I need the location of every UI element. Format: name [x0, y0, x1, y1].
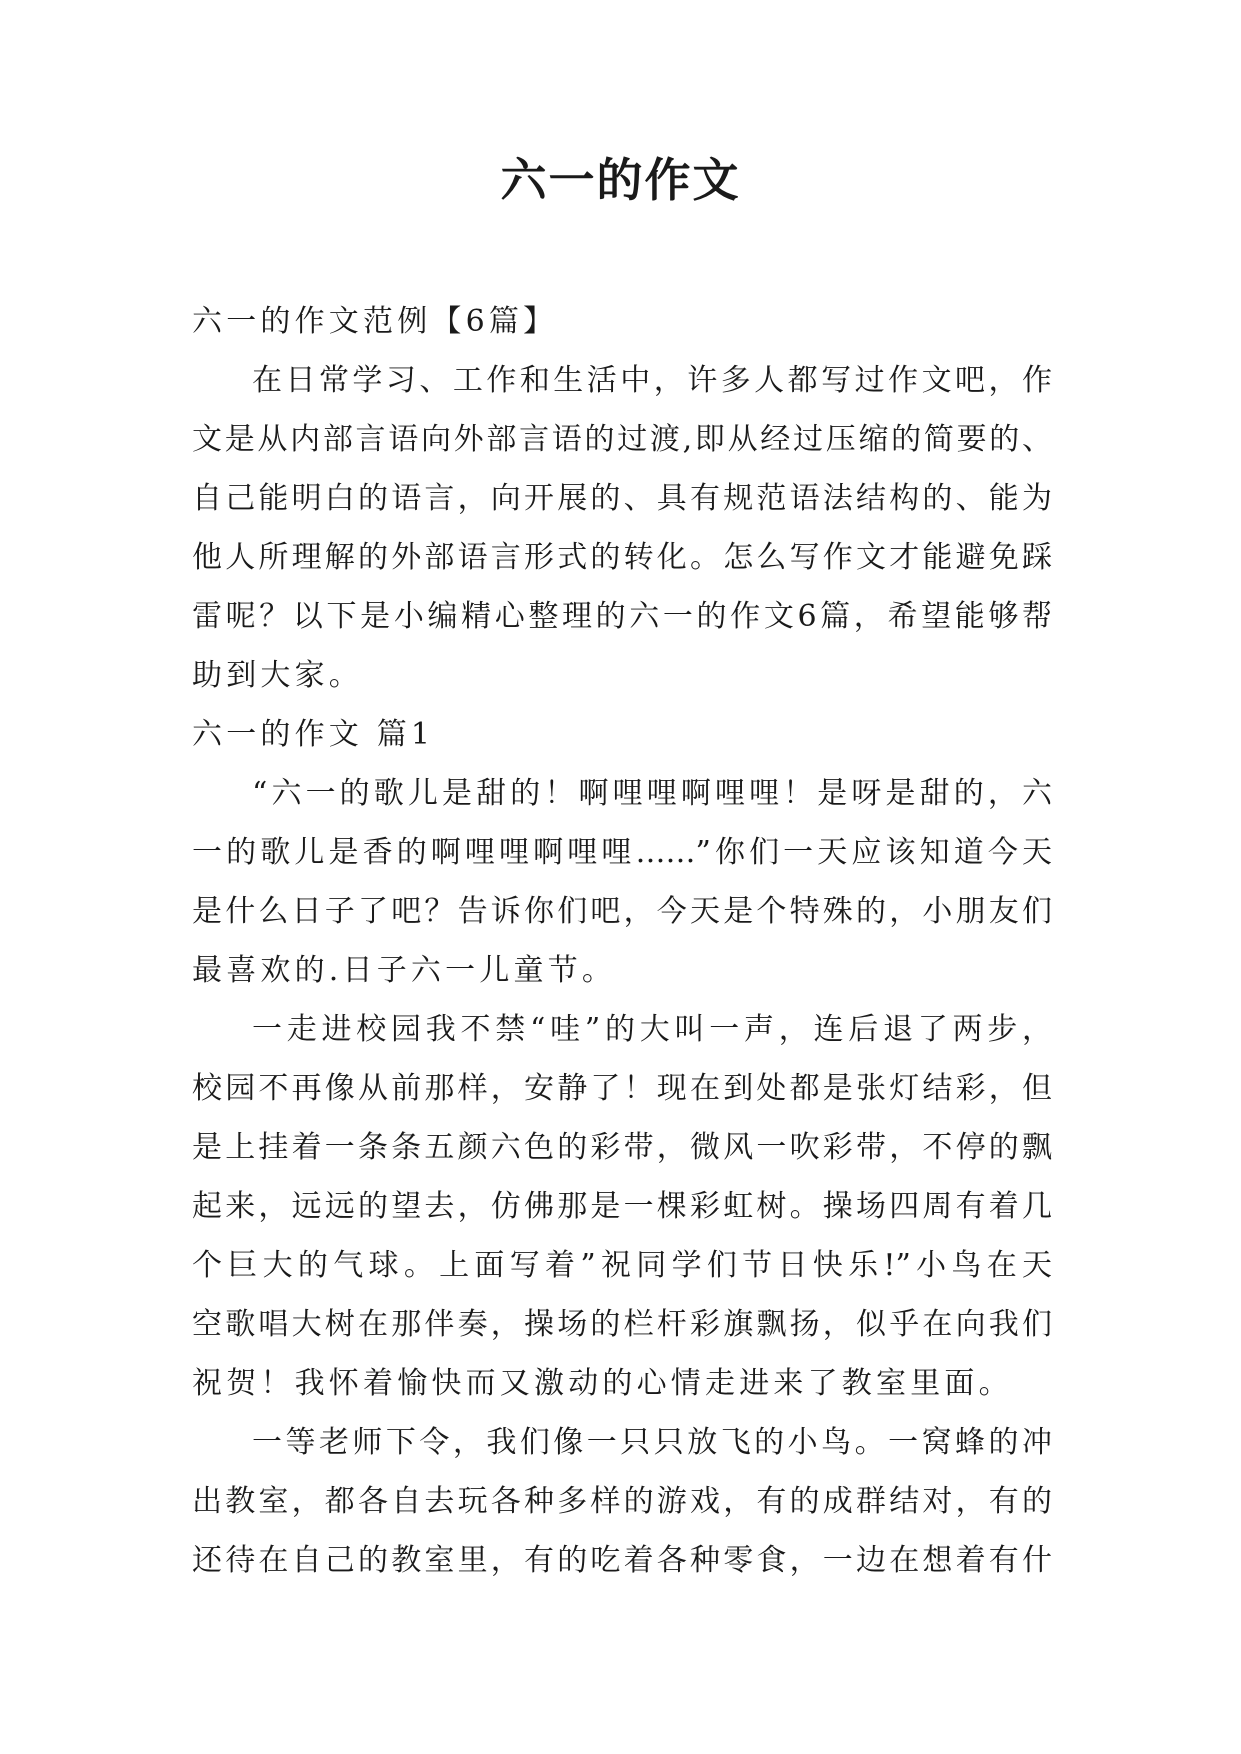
text-line: 雷呢？以下是小编精心整理的六一的作文6篇，希望能够帮 — [192, 599, 1052, 634]
text-line: 最喜欢的.日子六一儿童节。 — [192, 953, 617, 988]
text-line: 校园不再像从前那样，安静了！现在到处都是张灯结彩，但 — [192, 1071, 1052, 1106]
text-line: 助到大家。 — [192, 658, 363, 693]
text-line: 一走进校园我不禁“哇”的大叫一声，连后退了两步， — [252, 1012, 1052, 1047]
text-line: 起来，远远的望去，仿佛那是一棵彩虹树。操场四周有着几 — [192, 1189, 1052, 1224]
text-line: 祝贺！我怀着愉快而又激动的心情走进来了教室里面。 — [192, 1366, 1013, 1401]
text-line: 还待在自己的教室里，有的吃着各种零食，一边在想着有什 — [192, 1543, 1052, 1578]
text-line: 他人所理解的外部语言形式的转化。怎么写作文才能避免踩 — [192, 540, 1052, 575]
text-line: 个巨大的气球。上面写着”祝同学们节日快乐!”小鸟在天 — [192, 1248, 1052, 1283]
text-line: 自己能明白的语言，向开展的、具有规范语法结构的、能为 — [192, 481, 1052, 516]
text-line: 在日常学习、工作和生活中，许多人都写过作文吧，作 — [252, 363, 1052, 398]
text-line: 一等老师下令，我们像一只只放飞的小鸟。一窝蜂的冲 — [252, 1425, 1052, 1460]
text-line: 六一的作文 篇1 — [192, 717, 435, 752]
text-line: 六一的作文范例【6篇】 — [192, 304, 558, 339]
document-body — [192, 292, 1052, 1590]
text-line: 是什么日子了吧？告诉你们吧，今天是个特殊的，小朋友们 — [192, 894, 1052, 929]
text-line: 空歌唱大树在那伴奏，操场的栏杆彩旗飘扬，似乎在向我们 — [192, 1307, 1052, 1342]
text-line: 文是从内部言语向外部言语的过渡,即从经过压缩的简要的、 — [192, 422, 1052, 457]
text-line: 一的歌儿是香的啊哩哩啊哩哩……”你们一天应该知道今天 — [192, 835, 1052, 870]
document-title: 六一的作文 — [500, 153, 741, 207]
text-line: 是上挂着一条条五颜六色的彩带，微风一吹彩带，不停的飘 — [192, 1130, 1052, 1165]
text-line: 出教室，都各自去玩各种多样的游戏，有的成群结对，有的 — [192, 1484, 1052, 1519]
text-line: “六一的歌儿是甜的！啊哩哩啊哩哩！是呀是甜的，六 — [252, 776, 1052, 811]
